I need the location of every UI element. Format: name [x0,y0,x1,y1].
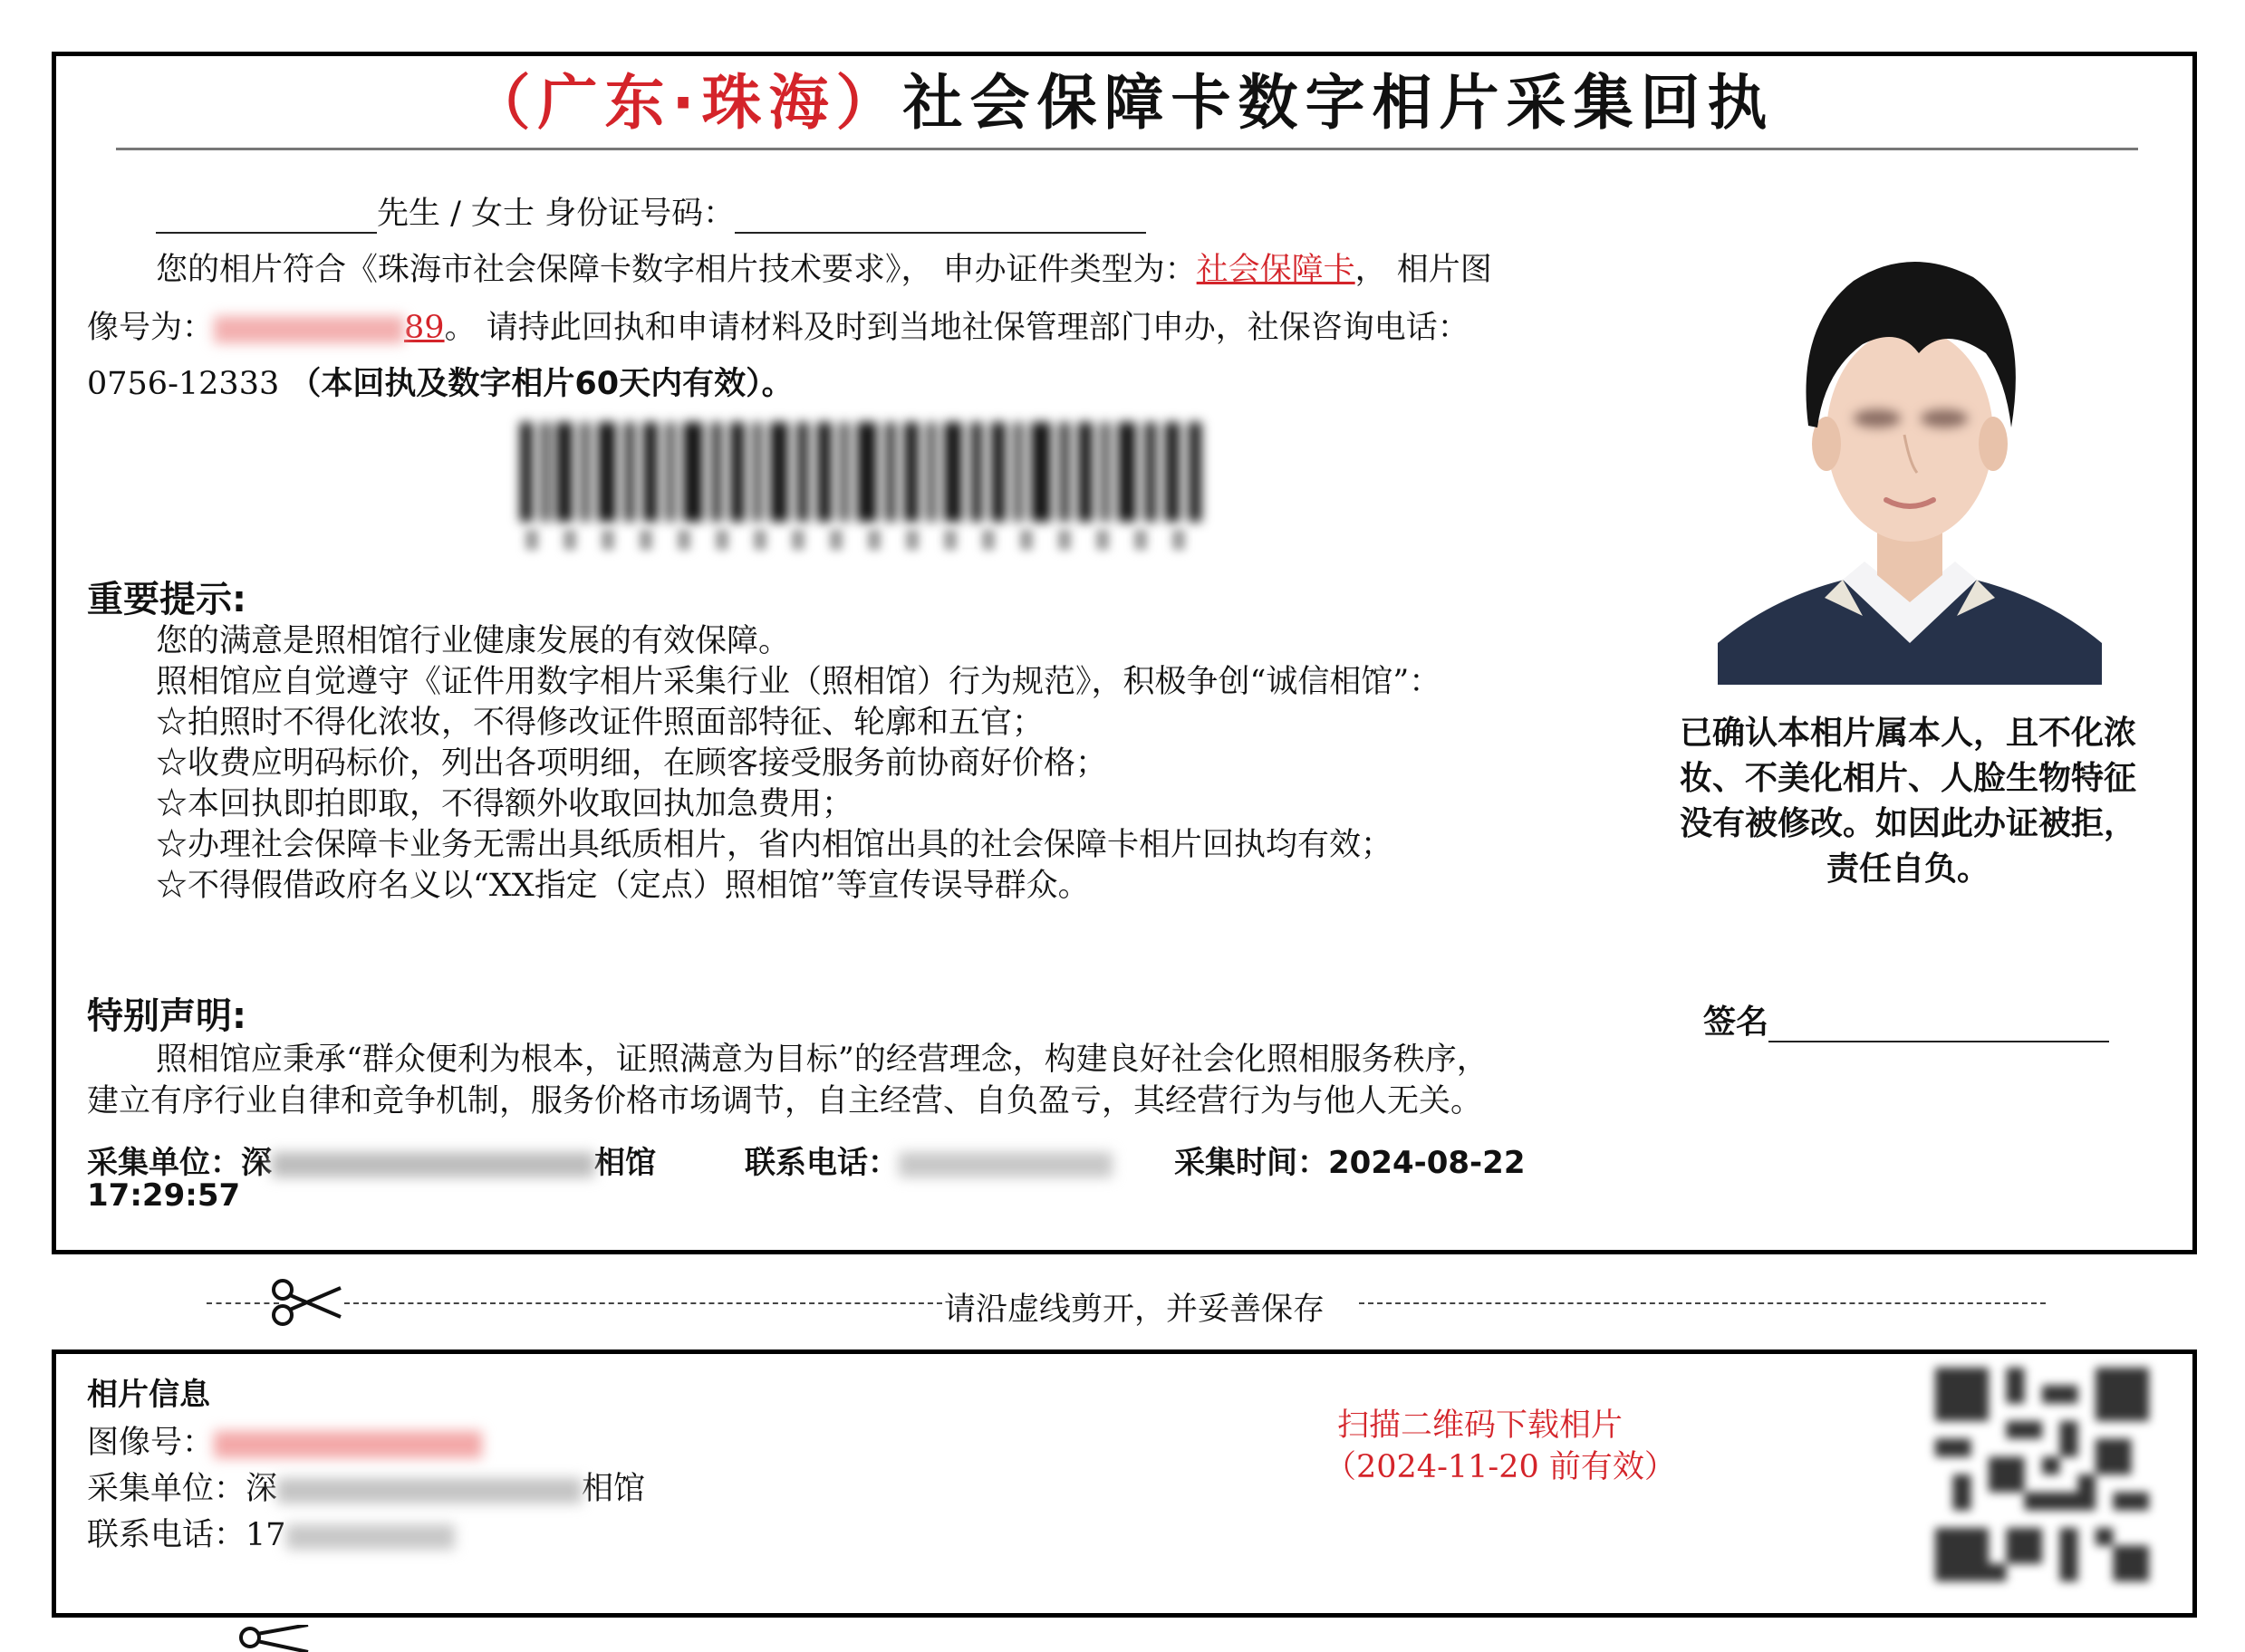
cut-dash-middle-left [344,1302,942,1304]
consult-phone: 0756-12333 [87,366,280,402]
id-number-blank [735,201,1146,234]
barcode [520,422,1209,522]
important-line-6: ☆办理社会保障卡业务无需出具纸质相片，省内相馆出具的社会保障卡相片回执均有效； [156,827,1393,863]
paragraph-text: 。 请持此回执和申请材料及时到当地社保管理部门申办，社保咨询电话： [444,310,1469,346]
portrait-image [1718,217,2102,685]
id-photo [1718,217,2102,685]
contact-phone-label: 联系电话： [745,1145,899,1181]
collection-time [1174,1138,1525,1182]
cut-instruction: 请沿虚线剪开，并妥善保存 [944,1292,1325,1328]
unit-end: 相馆 [582,1471,646,1507]
unit-label: 采集单位： [87,1471,246,1507]
signature-label: 签名 [1703,1004,1769,1041]
salutation-line [156,188,1146,234]
confirm-line: 妆、不美化相片、人脸生物特征 [1679,760,2136,797]
name-blank [156,201,377,234]
image-number-tail: 89 [404,310,445,346]
photo-info-phone [87,1510,455,1555]
scissors-icon [270,1277,342,1328]
barcode-digits-redacted [525,530,1196,550]
cut-dash-left [207,1302,279,1331]
title-region: （广东·珠海） [470,68,903,138]
important-line-5: ☆本回执即拍即取，不得额外收取回执加急费用； [156,786,854,822]
photo-info-unit [87,1464,645,1509]
image-number-label: 图像号： [87,1425,215,1461]
special-heading: 特别声明: [87,995,246,1037]
image-number-redacted [214,1431,482,1458]
contact-phone-redacted [899,1152,1113,1177]
important-heading: 重要提示: [87,579,246,620]
qr-instruction: 扫描二维码下载相片 [1337,1407,1624,1444]
important-line-3: ☆拍照时不得化浓妆，不得修改证件照面部特征、轮廓和五官； [156,705,1045,741]
paragraph-line-3 [87,359,794,404]
confirm-line: 已确认本相片属本人，且不化浓 [1679,715,2136,752]
signature-field [1703,996,2109,1042]
phone-start: 17 [246,1517,286,1553]
qr-validity: （2024-11-20 前有效） [1325,1449,1676,1485]
unit-redacted [277,1478,582,1503]
collection-time-clock: 17:29:57 [87,1177,241,1214]
important-line-1: 您的满意是照相馆行业健康发展的有效保障。 [156,623,791,659]
paragraph-text: 像号为： [87,310,215,346]
collection-unit [87,1138,656,1182]
scissors-icon [237,1625,310,1652]
collection-unit-start: 深 [241,1145,272,1181]
phone-redacted [286,1524,455,1550]
validity-note: （本回执及数字相片60天内有效）。 [289,366,794,402]
self-confirmation [1654,711,2162,892]
important-line-7: ☆不得假借政府名义以“XX指定（定点）照相馆”等宣传误导群众。 [156,868,1090,904]
card-type-value: 社会保障卡 [1196,252,1355,288]
paragraph-line-1 [156,245,1492,290]
collection-unit-label: 采集单位： [87,1145,241,1181]
image-number-redacted [214,316,404,343]
collection-unit-end: 相馆 [594,1145,656,1181]
important-line-2: 照相馆应自觉遵守《证件用数字相片采集行业（照相馆）行为规范》，积极争创“诚信相馆”： [156,664,1441,700]
collection-time-label: 采集时间： [1174,1145,1328,1181]
important-line-4: ☆收费应明码标价，列出各项明细，在顾客接受服务前协商好价格； [156,745,1108,782]
collection-time-date: 2024-08-22 [1328,1145,1526,1181]
special-line-1: 照相馆应秉承“群众便利为根本，证照满意为目标”的经营理念，构建良好社会化照相服务秩序， [156,1042,1489,1078]
paragraph-text: 您的相片符合《珠海市社会保障卡数字相片技术要求》， 申办证件类型为： [156,252,1197,288]
paragraph-line-2 [87,303,1469,348]
collection-unit-redacted [272,1152,594,1177]
unit-start: 深 [246,1471,278,1507]
confirm-line: 责任自负。 [1826,850,1990,888]
confirm-line: 没有被修改。如因此办证被拒， [1679,805,2136,842]
phone-label: 联系电话： [87,1517,246,1553]
title-main: 社会保障卡数字相片采集回执 [902,68,1775,138]
salutation-text: 先生 / 女士 身份证号码： [377,196,736,232]
photo-info-heading: 相片信息 [87,1377,210,1413]
paragraph-text: ， 相片图 [1354,252,1492,288]
qr-code[interactable] [1935,1368,2149,1581]
cut-dash-right [1359,1302,2046,1304]
contact-phone [745,1138,1113,1182]
special-line-2: 建立有序行业自律和竞争机制，服务价格市场调节，自主经营、自负盈亏，其经营行为与他人无关。 [87,1083,1483,1119]
signature-blank [1768,1010,2109,1042]
photo-info-image-number [87,1417,482,1463]
